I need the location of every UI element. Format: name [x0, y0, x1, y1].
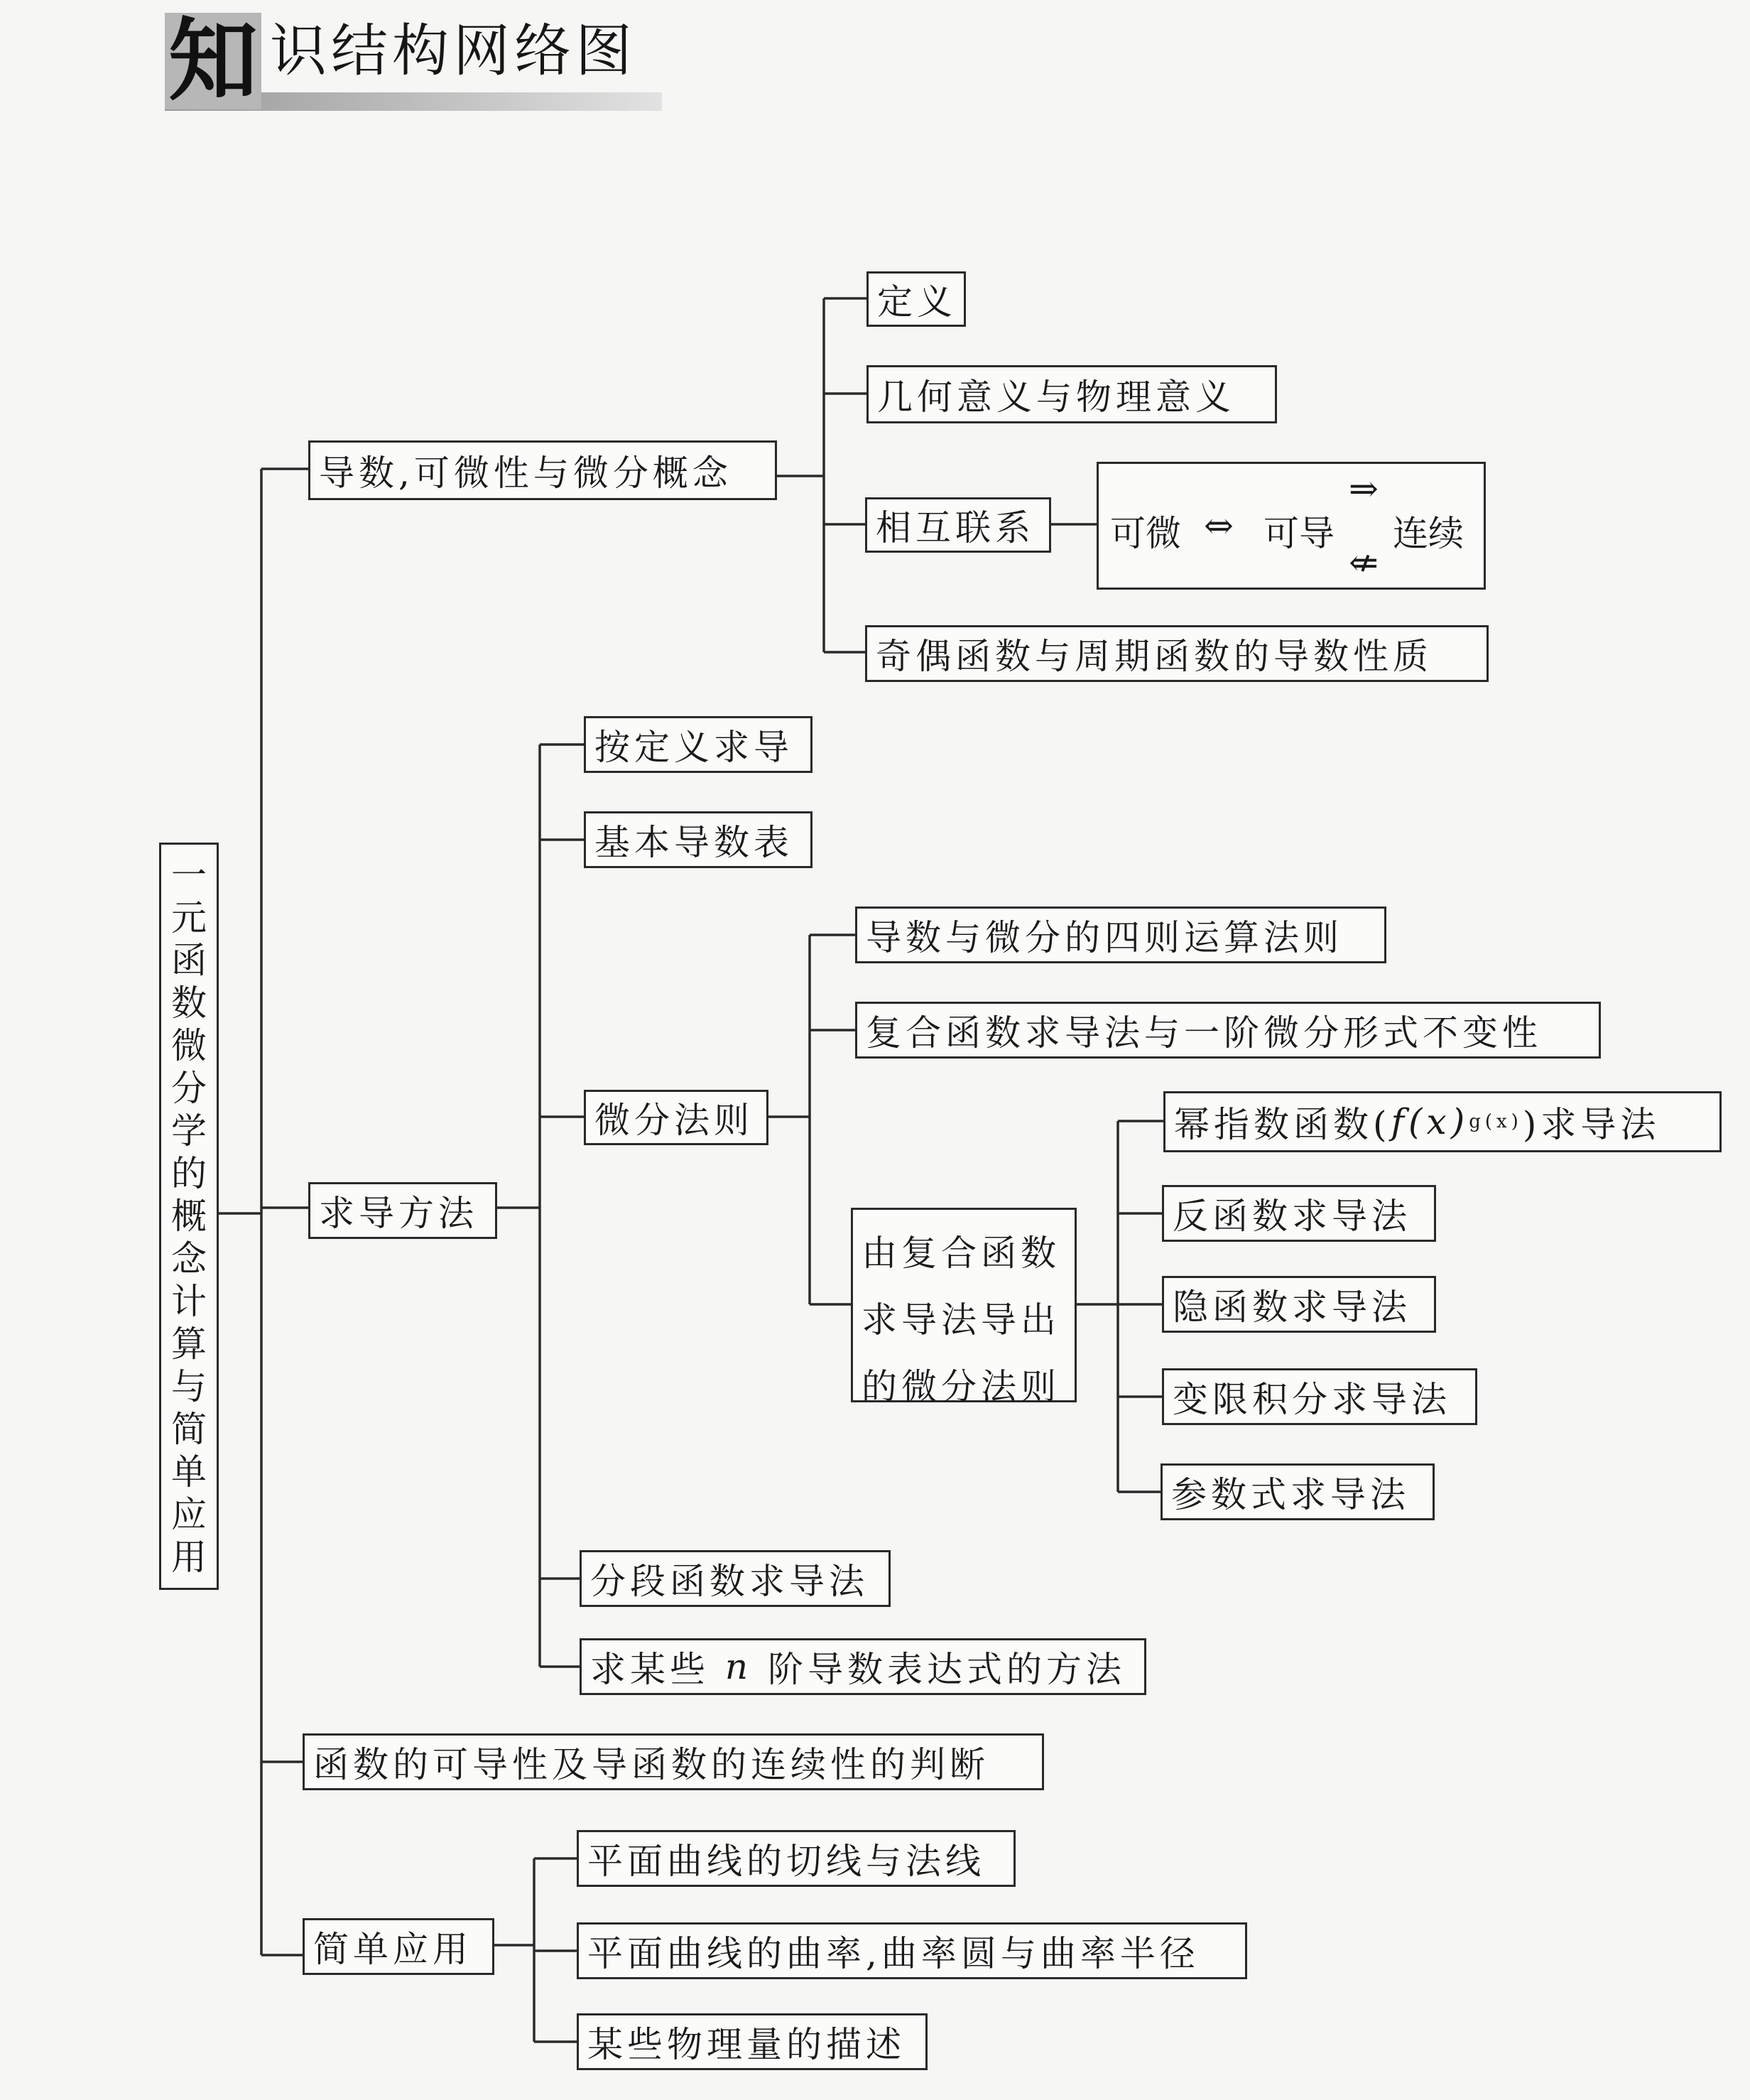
derived-rules-node	[851, 1208, 1077, 1407]
root-label-char: 单	[171, 1451, 207, 1493]
root-label-char: 函	[171, 940, 207, 981]
root-label-char: 算	[171, 1324, 207, 1365]
differentiable-label: 可微	[1110, 513, 1181, 554]
definition-node: 定义	[866, 271, 966, 327]
rules-node: 微分法则	[584, 1090, 768, 1145]
root-node	[159, 843, 219, 1590]
not-implied-symbol: ⇍	[1349, 542, 1379, 583]
root-label-char: 应	[171, 1494, 207, 1535]
derived-line-2: 求导法导出	[862, 1299, 1060, 1341]
basic-table-node: 基本导数表	[584, 811, 812, 868]
variable-limit-node: 变限积分求导法	[1162, 1368, 1477, 1425]
continuous-label: 连续	[1393, 513, 1464, 554]
root-label-char: 的	[171, 1153, 207, 1194]
power-exponential-node	[1163, 1091, 1722, 1152]
root-label-char: 概	[171, 1196, 207, 1237]
root-label-char: 用	[171, 1537, 207, 1578]
header-title: 识结构网络图	[270, 18, 636, 84]
root-label-char: 一	[171, 855, 207, 896]
power-base: f(x)	[1391, 1101, 1469, 1142]
derivable-label: 可导	[1263, 513, 1335, 554]
chain-rule-node: 复合函数求导法与一阶微分形式不变性	[855, 1002, 1601, 1059]
root-label-char: 与	[171, 1366, 207, 1407]
nth-order-prefix: 求某些	[590, 1649, 725, 1690]
tangent-node: 平面曲线的切线与法线	[577, 1830, 1016, 1887]
nth-order-suffix: 阶导数表达式的方法	[752, 1649, 1126, 1690]
concepts-node: 导数,可微性与微分概念	[308, 440, 777, 500]
by-definition-node: 按定义求导	[584, 716, 812, 773]
root-label-char: 念	[171, 1238, 207, 1279]
implicit-function-node: 隐函数求导法	[1162, 1276, 1436, 1333]
judgement-node: 函数的可导性及导函数的连续性的判断	[303, 1733, 1044, 1790]
root-label-char: 简	[171, 1409, 207, 1450]
root-label-char: 计	[171, 1281, 207, 1322]
curvature-node: 平面曲线的曲率,曲率圆与曲率半径	[577, 1922, 1247, 1979]
power-suffix: )求导法	[1522, 1104, 1661, 1145]
root-label-char: 学	[171, 1110, 207, 1152]
root-label-char: 分	[171, 1068, 207, 1109]
parity-node: 奇偶函数与周期函数的导数性质	[865, 625, 1489, 682]
physics-node: 某些物理量的描述	[577, 2013, 928, 2070]
power-prefix: 幂指数函数(	[1174, 1104, 1391, 1145]
derived-line-1: 由复合函数	[862, 1233, 1060, 1274]
iff-symbol: ⇔	[1204, 505, 1234, 546]
inverse-function-node: 反函数求导法	[1162, 1185, 1436, 1242]
root-label-char: 微	[171, 1025, 207, 1066]
relation-node: 相互联系	[865, 497, 1051, 553]
meaning-node: 几何意义与物理意义	[866, 365, 1277, 423]
methods-node: 求导方法	[308, 1182, 497, 1239]
applications-node: 简单应用	[303, 1918, 494, 1975]
root-label-char: 元	[171, 897, 207, 938]
root-label-char: 数	[171, 983, 207, 1024]
nth-order-n: n	[724, 1646, 753, 1687]
implies-symbol: ⇒	[1349, 468, 1379, 509]
nth-order-node	[580, 1638, 1146, 1695]
header-first-char: 知	[165, 13, 261, 109]
derived-line-3: 的微分法则	[862, 1366, 1060, 1407]
relation-detail-node	[1097, 462, 1486, 590]
power-exponent: g(x)	[1469, 1111, 1523, 1132]
parametric-node: 参数式求导法	[1161, 1463, 1435, 1520]
piecewise-node: 分段函数求导法	[580, 1550, 891, 1607]
arithmetic-rule-node: 导数与微分的四则运算法则	[855, 906, 1386, 963]
